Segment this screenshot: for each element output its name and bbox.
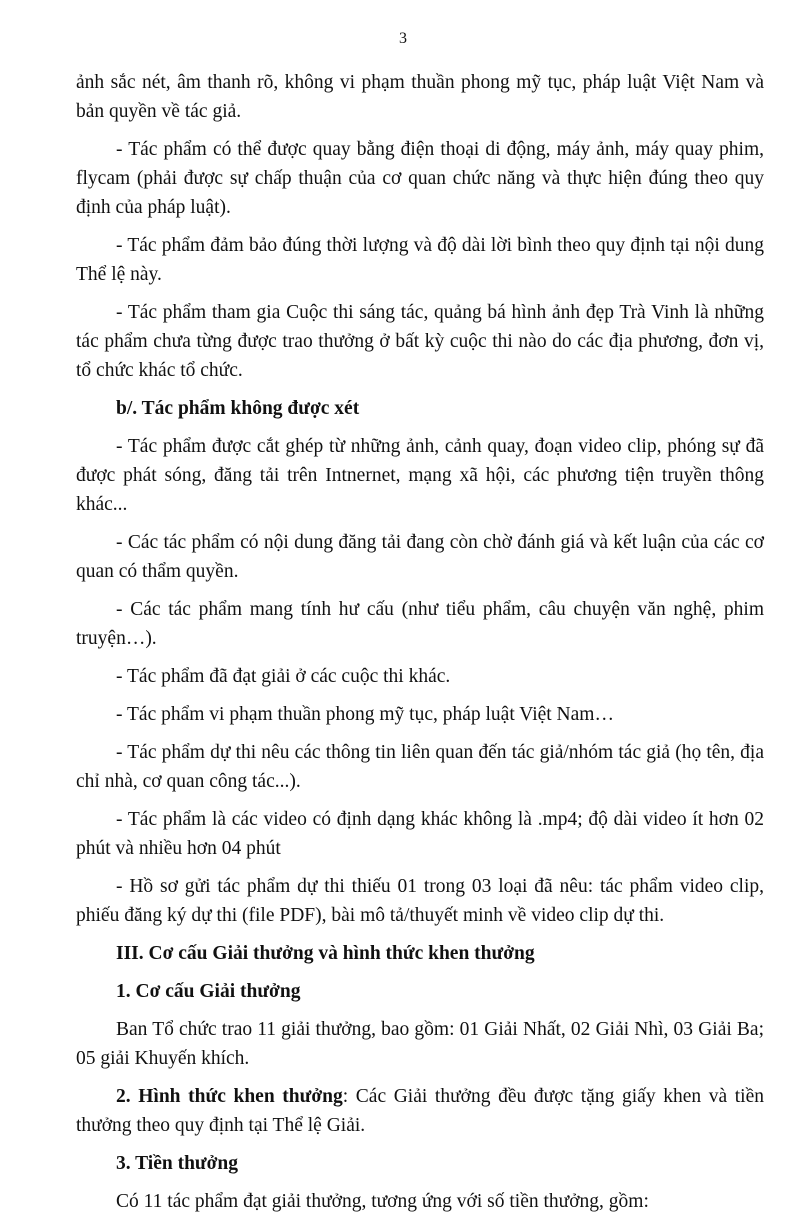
paragraph: Ban Tổ chức trao 11 giải thưởng, bao gồm: 01 Giải Nhất, 02 Giải Nhì, 03 Giải Ba; 05 giải Khuyến khích. [76,1019,764,1069]
paragraph: - Tác phẩm tham gia Cuộc thi sáng tác, quảng bá hình ảnh đẹp Trà Vinh là những tác phẩm chưa từng được trao thưởng ở bất kỳ cuộc thi nào do các địa phương, đơn vị, tổ chức khác tổ chức. [76,302,764,381]
section-heading-1: 1. Cơ cấu Giải thưởng [116,981,301,1002]
section-heading-III: III. Cơ cấu Giải thưởng và hình thức khen thưởng [116,943,535,964]
paragraph: - Tác phẩm có thể được quay bằng điện thoại di động, máy ảnh, máy quay phim, flycam (phải được sự chấp thuận của cơ quan chức năng và thực hiện đúng theo quy định của pháp luật). [76,139,764,218]
paragraph: Có 11 tác phẩm đạt giải thưởng, tương ứng với số tiền thưởng, gồm: [116,1191,649,1212]
paragraph: - Tác phẩm là các video có định dạng khác không là .mp4; độ dài video ít hơn 02 phút và nhiều hơn 04 phút [76,809,764,859]
paragraph: - Tác phẩm vi phạm thuần phong mỹ tục, pháp luật Việt Nam… [116,704,614,725]
paragraph-with-lead [76,1082,764,1140]
paragraph: - Hồ sơ gửi tác phẩm dự thi thiếu 01 trong 03 loại đã nêu: tác phẩm video clip, phiếu đăng ký dự thi (file PDF), bài mô tả/thuyết minh về video clip dự thi. [76,876,764,926]
paragraph: - Tác phẩm đã đạt giải ở các cuộc thi khác. [116,666,451,687]
section-heading-b: b/. Tác phẩm không được xét [116,398,360,419]
paragraph: - Các tác phẩm có nội dung đăng tải đang còn chờ đánh giá và kết luận của các cơ quan có thẩm quyền. [76,532,764,582]
paragraph: ảnh sắc nét, âm thanh rõ, không vi phạm thuần phong mỹ tục, pháp luật Việt Nam và bản quyền về tác giả. [76,72,764,122]
paragraph-rest: : Các Giải thưởng đều được tặng giấy khen và tiền thưởng theo quy định tại Thể lệ Giải. [76,1086,764,1136]
paragraph: - Tác phẩm dự thi nêu các thông tin liên quan đến tác giả/nhóm tác giả (họ tên, địa chỉ nhà, cơ quan công tác...). [76,742,764,792]
section-heading-3: 3. Tiền thưởng [116,1153,239,1174]
section-heading-2: 2. Hình thức khen thưởng [116,1086,343,1107]
paragraph: - Tác phẩm được cắt ghép từ những ảnh, cảnh quay, đoạn video clip, phóng sự đã được phát sóng, đăng tải trên Intnernet, mạng xã hội, các phương tiện truyền thông khác... [76,436,764,515]
paragraph: - Các tác phẩm mang tính hư cấu (như tiểu phẩm, câu chuyện văn nghệ, phim truyện…). [76,599,764,649]
paragraph: - Tác phẩm đảm bảo đúng thời lượng và độ dài lời bình theo quy định tại nội dung Thể lệ này. [76,235,764,285]
document-body [76,68,764,1225]
page-number: 3 [399,30,407,47]
